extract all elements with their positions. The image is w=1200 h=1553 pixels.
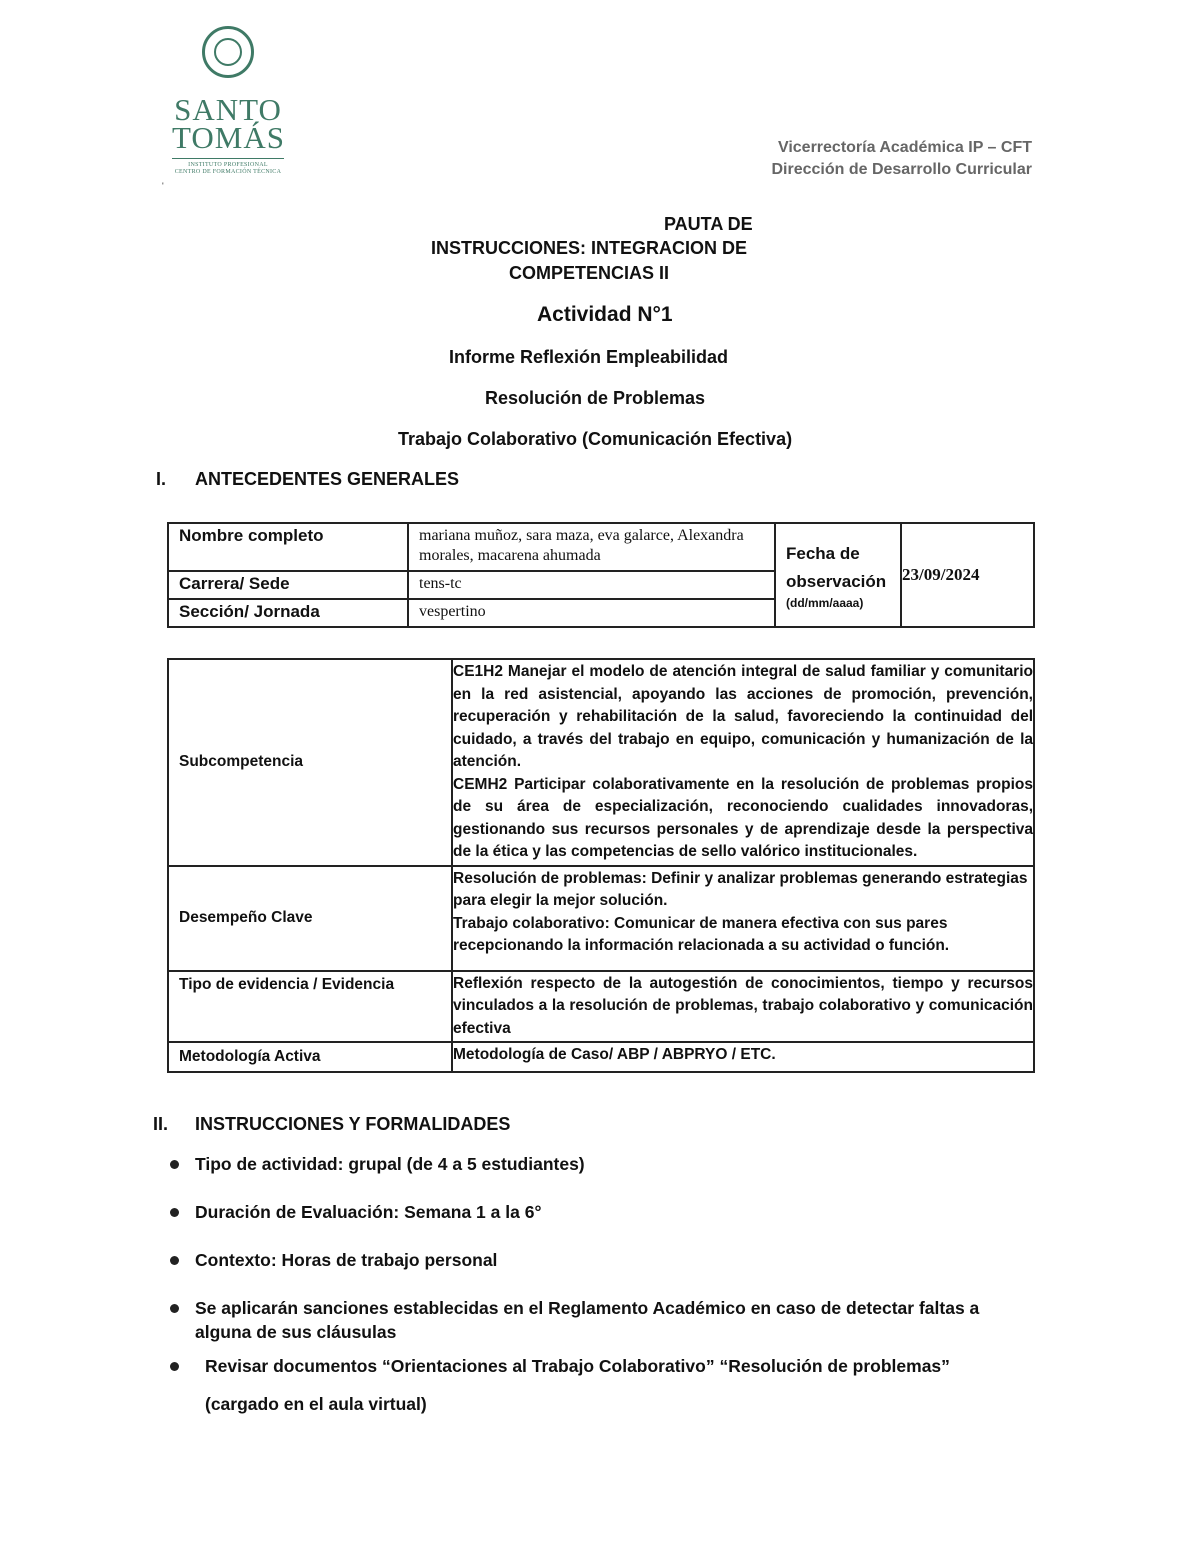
logo-subtitle-2: CENTRO DE FORMACIÓN TÉCNICA [174,169,282,175]
subcompetence-value [452,659,1034,866]
instruction-context: Contexto: Horas de trabajo personal [195,1250,498,1270]
instruction-duration: Duración de Evaluación: Semana 1 a la 6° [195,1202,542,1222]
subcompetence-ce1h2: CE1H2 Manejar el modelo de atención integral de salud familiar y comunitario en la red asistencial, apoyando las acciones de promoción, prevención, recuperación y rehabilitación de la salud, favoreciendo la continuidad del cuidado, a través del trabajo en equipo, comunicación y humanización de la atención. [453,663,1033,770]
section-2-number: II. [153,1114,169,1134]
instruction-review-docs: Revisar documentos “Orientaciones al Trabajo Colaborativo” “Resolución de problemas” [205,1356,950,1376]
header-line-2: Dirección de Desarrollo Curricular [771,161,1032,178]
activity-title: Actividad N°1 [537,303,673,326]
logo-subtitle-1: INSTITUTO PROFESIONAL [188,162,268,168]
date-format: (dd/mm/aaaa) [786,596,864,610]
date-label: Fecha de observación [786,544,887,591]
header-department [771,137,1032,181]
title-line-1: PAUTA DE [664,214,753,234]
performance-problem-solving: Resolución de problemas: Definir y analizar problemas generando estrategias para elegir la mejor solución. [453,869,1028,909]
name-value: mariana muñoz, sara maza, eva galarce, Alexandra morales, macarena ahumada [408,523,775,571]
evidence-label: Tipo de evidencia / Evidencia [168,971,452,1043]
santo-tomas-logo [172,26,284,176]
career-label: Carrera/ Sede [168,571,408,599]
evidence-value: Reflexión respecto de la autogestión de conocimientos, tiempo y recursos vinculados a la resolución de problemas, trabajo colaborativo y comunicación efectiva [452,971,1034,1043]
subtitle-problem-solving: Resolución de Problemas [485,388,706,408]
list-item-continuation [168,1392,1008,1416]
list-item [168,1296,1008,1344]
key-performance-value [452,866,1034,971]
list-item [168,1354,1008,1378]
stray-mark: ' [162,181,164,191]
bullet-icon [170,1362,179,1371]
list-item [168,1152,1008,1176]
methodology-value: Metodología de Caso/ ABP / ABPRYO / ETC. [452,1042,1034,1072]
header-line-1: Vicerrectoría Académica IP – CFT [777,139,1032,156]
instruction-review-docs-note: (cargado en el aula virtual) [205,1394,427,1414]
name-label: Nombre completo [168,523,408,571]
key-performance-label: Desempeño Clave [168,866,452,971]
career-value: tens-tc [408,571,775,599]
instruction-sanctions: Se aplicarán sanciones establecidas en el Reglamento Académico en caso de detectar faltas a alguna de sus cláusulas [195,1298,980,1342]
logo-word-tomas: TOMÁS [172,120,285,155]
subtitle-teamwork: Trabajo Colaborativo (Comunicación Efectiva) [398,429,793,449]
section-2-heading: INSTRUCCIONES Y FORMALIDADES [195,1114,511,1134]
section-1-heading: ANTECEDENTES GENERALES [195,469,460,489]
date-label-cell [775,523,901,627]
performance-teamwork: Trabajo colaborativo: Comunicar de manera efectiva con sus pares recepcionando la información relacionada a su actividad o función. [453,914,950,954]
bullet-icon [170,1160,179,1169]
bullet-icon [170,1256,179,1265]
title-line-3: COMPETENCIAS II [509,263,670,283]
bullet-icon [170,1304,179,1313]
subtitle-employability: Informe Reflexión Empleabilidad [449,347,729,367]
bullet-icon [170,1208,179,1217]
subcompetence-cemh2: CEMH2 Participar colaborativamente en la resolución de problemas propios de su área de especialización, reconociendo cualidades innovadoras, gestionando sus recursos personales y de aprendizaje desde la perspectiva de la ética y las competencias de sello valórico institucionales. [453,775,1033,860]
date-value: 23/09/2024 [901,523,1034,627]
general-info-table [167,522,1035,628]
methodology-label: Metodología Activa [168,1042,452,1072]
section-1-number: I. [156,469,167,489]
seal-icon [202,26,254,78]
instruction-activity-type: Tipo de actividad: grupal (de 4 a 5 estudiantes) [195,1154,585,1174]
section-label: Sección/ Jornada [168,599,408,627]
list-item [168,1200,1008,1224]
logo-word-santo: SANTO [174,92,282,127]
logo-subtitle [172,158,284,176]
title-line-2: INSTRUCCIONES: INTEGRACION DE [431,238,748,258]
competencies-table [167,658,1035,1073]
subcompetence-label: Subcompetencia [168,659,452,866]
list-item [168,1248,1008,1272]
instructions-list [168,1152,1008,1416]
section-value: vespertino [408,599,775,627]
